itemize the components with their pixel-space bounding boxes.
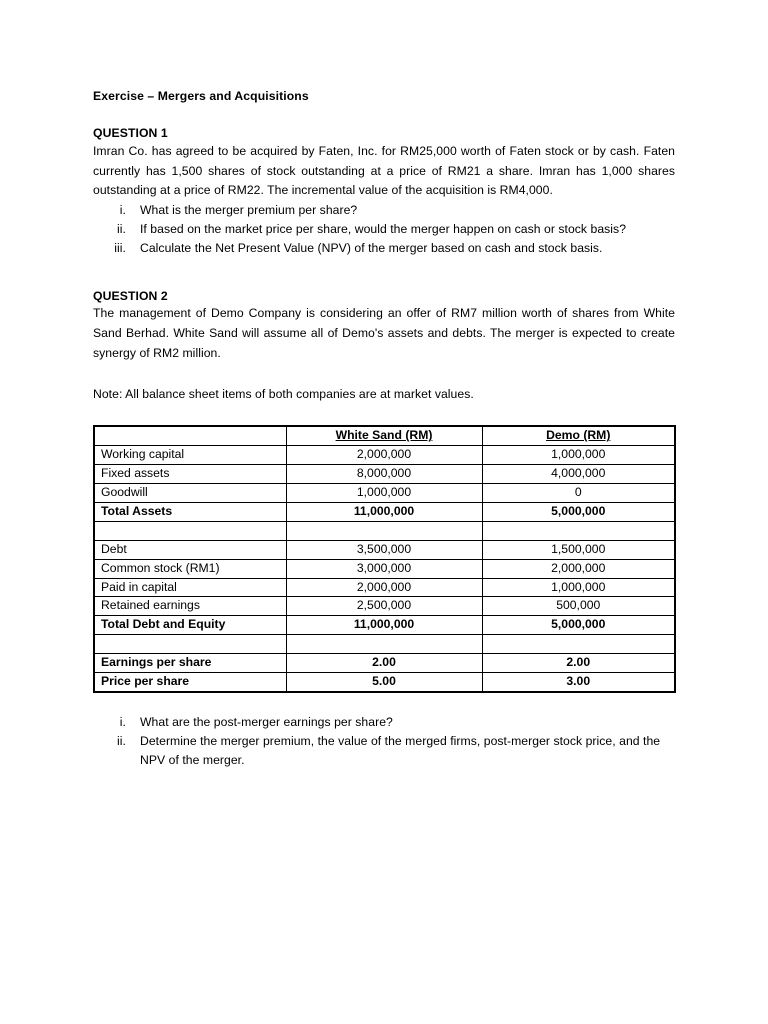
- list-marker: i.: [119, 714, 126, 729]
- table-row-total-assets: [94, 502, 675, 521]
- balance-sheet-table-wrapper: [93, 425, 674, 693]
- row-value-white-sand: [286, 635, 482, 654]
- row-label: Fixed assets: [94, 465, 286, 484]
- table-spacer-row: [94, 635, 675, 654]
- row-label: Total Debt and Equity: [94, 616, 286, 635]
- list-item-text: Determine the merger premium, the value of the merged firms, post-merger stock price, and the NPV of the merger.: [140, 733, 661, 767]
- row-label: Common stock (RM1): [94, 559, 286, 578]
- question-2-heading: QUESTION 2: [93, 288, 168, 303]
- list-item-text: What is the merger premium per share?: [140, 203, 358, 218]
- row-label: Paid in capital: [94, 578, 286, 597]
- row-value-white-sand: 11,000,000: [286, 502, 482, 521]
- question-2-body: The management of Demo Company is considering an offer of RM7 million worth of shares from White Sand Berhad. White Sand will assume all of Demo's assets and debts. The merger is expected to create synergy of RM2 million.: [93, 306, 675, 360]
- table-header-cell-white-sand: White Sand (RM): [286, 426, 482, 445]
- list-marker: ii.: [117, 733, 126, 748]
- table-header-cell-blank: [94, 426, 286, 445]
- row-value-demo: 4,000,000: [482, 465, 675, 484]
- row-value-demo: 0: [482, 484, 675, 503]
- row-value-white-sand: 5.00: [286, 673, 482, 692]
- row-value-demo: [482, 521, 675, 540]
- list-marker: i.: [119, 203, 126, 218]
- row-label: [94, 521, 286, 540]
- list-item: [93, 201, 675, 220]
- list-item-text: Calculate the Net Present Value (NPV) of the merger based on cash and stock basis.: [140, 241, 603, 256]
- row-value-white-sand: 3,000,000: [286, 559, 482, 578]
- list-item: [93, 713, 675, 732]
- row-value-white-sand: 8,000,000: [286, 465, 482, 484]
- row-value-white-sand: 11,000,000: [286, 616, 482, 635]
- table-header-row: [94, 426, 675, 445]
- table-row: [94, 465, 675, 484]
- list-item-text: What are the post-merger earnings per share?: [140, 714, 393, 729]
- row-value-white-sand: 2,000,000: [286, 578, 482, 597]
- table-row: [94, 597, 675, 616]
- table-row-total-debt-equity: [94, 616, 675, 635]
- row-value-demo: 500,000: [482, 597, 675, 616]
- table-row: [94, 540, 675, 559]
- row-value-white-sand: 3,500,000: [286, 540, 482, 559]
- row-value-demo: 5,000,000: [482, 616, 675, 635]
- market-values-note: Note: All balance sheet items of both companies are at market values.: [93, 386, 474, 401]
- table-row-price-per-share: [94, 673, 675, 692]
- question-1-body: Imran Co. has agreed to be acquired by Faten, Inc. for RM25,000 worth of Faten stock or by cash. Faten currently has 1,500 shares of stock outstanding at a price of RM21 a share. Imran has 1,000 shares outstanding at a price of RM22. The incremental value of the acquisition is RM4,000.: [93, 143, 675, 198]
- question-1-list: [93, 201, 675, 258]
- row-value-white-sand: 2,500,000: [286, 597, 482, 616]
- row-label: [94, 635, 286, 654]
- table-row-earnings-per-share: [94, 654, 675, 673]
- list-item-text: If based on the market price per share, would the merger happen on cash or stock basis?: [140, 222, 627, 237]
- spacer: [93, 104, 675, 125]
- row-label: Total Assets: [94, 502, 286, 521]
- row-value-demo: 1,500,000: [482, 540, 675, 559]
- row-value-white-sand: 1,000,000: [286, 484, 482, 503]
- table-header-cell-demo: Demo (RM): [482, 426, 675, 445]
- row-value-demo: 2.00: [482, 654, 675, 673]
- balance-sheet-table: [93, 425, 676, 693]
- row-value-demo: 1,000,000: [482, 446, 675, 465]
- list-item: [93, 239, 675, 258]
- row-label: Retained earnings: [94, 597, 286, 616]
- row-value-demo: 3.00: [482, 673, 675, 692]
- table-row: [94, 446, 675, 465]
- row-value-white-sand: [286, 521, 482, 540]
- spacer: [93, 404, 675, 425]
- spacer: [93, 364, 675, 385]
- table-row: [94, 578, 675, 597]
- document-content: [93, 88, 675, 770]
- list-marker: iii.: [114, 241, 126, 256]
- table-row: [94, 559, 675, 578]
- row-value-demo: 5,000,000: [482, 502, 675, 521]
- row-value-demo: [482, 635, 675, 654]
- question-1-heading: QUESTION 1: [93, 126, 168, 141]
- list-item: [93, 732, 675, 770]
- list-item: [93, 220, 675, 239]
- question-2-list: [93, 713, 675, 770]
- row-label: Debt: [94, 540, 286, 559]
- row-label: Goodwill: [94, 484, 286, 503]
- row-label: Earnings per share: [94, 654, 286, 673]
- row-value-demo: 1,000,000: [482, 578, 675, 597]
- table-spacer-row: [94, 521, 675, 540]
- list-marker: ii.: [117, 222, 126, 237]
- row-value-demo: 2,000,000: [482, 559, 675, 578]
- spacer: [93, 693, 675, 713]
- row-label: Price per share: [94, 673, 286, 692]
- spacer: [93, 258, 675, 288]
- row-value-white-sand: 2.00: [286, 654, 482, 673]
- row-label: Working capital: [94, 446, 286, 465]
- row-value-white-sand: 2,000,000: [286, 446, 482, 465]
- table-row: [94, 484, 675, 503]
- document-title: Exercise – Mergers and Acquisitions: [93, 89, 309, 103]
